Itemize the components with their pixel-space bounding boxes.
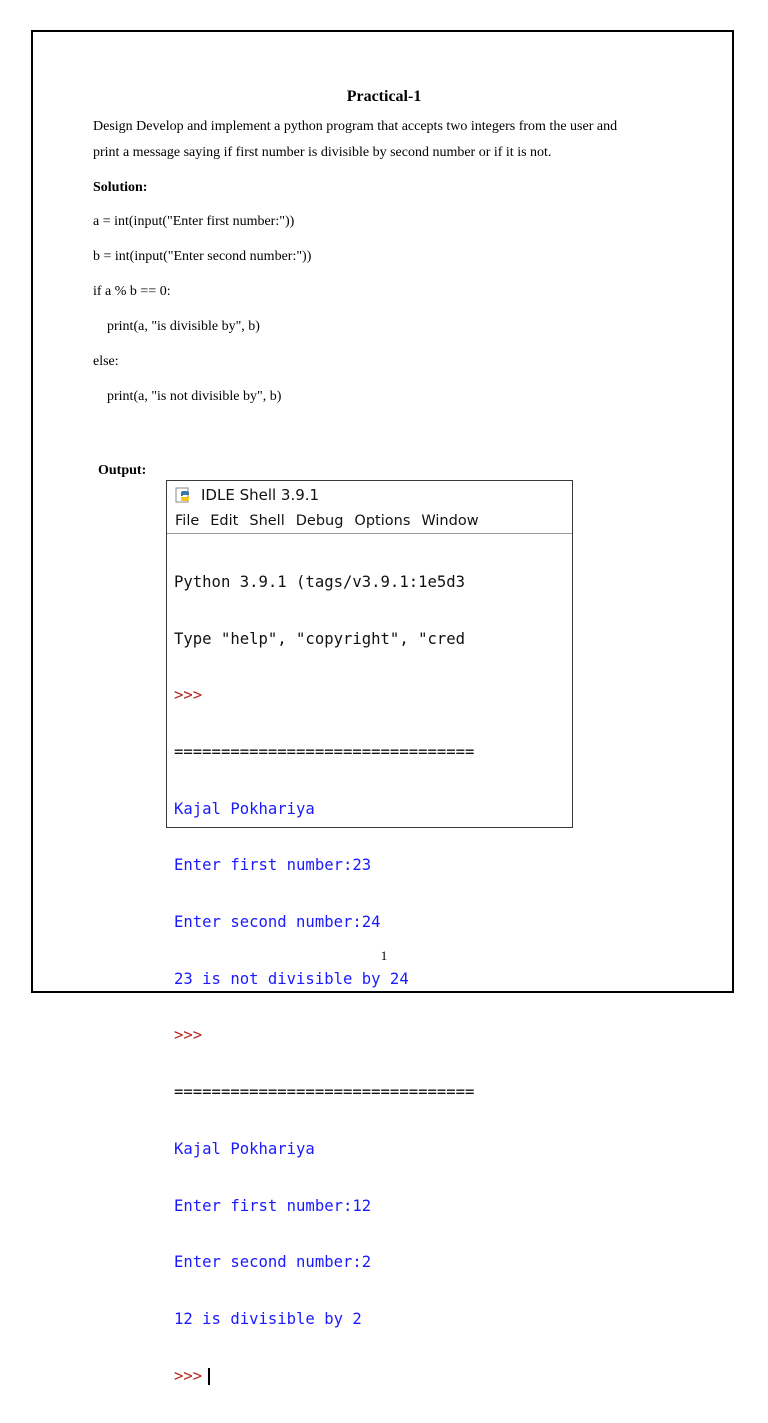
code-line: print(a, "is divisible by", b) — [93, 319, 260, 334]
shell-menubar — [167, 509, 572, 534]
document-title: Practical-1 — [346, 88, 422, 105]
shell-prompt: >>> — [174, 1026, 203, 1045]
shell-line: Type "help", "copyright", "cred — [174, 629, 466, 648]
shell-window-title: IDLE Shell 3.9.1 — [201, 486, 320, 504]
text-cursor — [208, 1368, 210, 1385]
shell-prompt: >>> — [174, 1366, 203, 1385]
shell-line: 12 is divisible by 2 — [174, 1309, 362, 1328]
menu-debug[interactable]: Debug — [295, 513, 344, 529]
shell-line: Kajal Pokhariya — [174, 1139, 315, 1158]
code-line: b = int(input("Enter second number:")) — [93, 249, 312, 264]
shell-line: Enter first number:12 — [174, 1196, 372, 1215]
shell-line: Enter first number:23 — [174, 856, 372, 875]
shell-line: Enter second number:24 — [174, 913, 381, 932]
code-line: else: — [93, 354, 119, 369]
menu-edit[interactable]: Edit — [210, 513, 239, 529]
shell-separator: ================================ — [174, 742, 475, 761]
idle-shell-screenshot — [166, 480, 573, 1385]
shell-line: Python 3.9.1 (tags/v3.9.1:1e5d3 — [174, 572, 466, 591]
menu-shell[interactable]: Shell — [249, 513, 285, 529]
code-line: if a % b == 0: — [93, 284, 171, 299]
shell-line: Enter second number:2 — [174, 1253, 372, 1272]
menu-window[interactable]: Window — [421, 513, 479, 529]
menu-options[interactable]: Options — [354, 513, 411, 529]
menu-file[interactable]: File — [175, 513, 200, 529]
shell-prompt: >>> — [174, 686, 203, 705]
shell-output[interactable] — [174, 535, 572, 1385]
code-line: print(a, "is not divisible by", b) — [93, 389, 282, 404]
shell-line: Kajal Pokhariya — [174, 799, 315, 818]
solution-label: Solution: — [93, 180, 148, 195]
description-line-1: Design Develop and implement a python program that accepts two integers from the user and — [93, 119, 618, 134]
shell-titlebar — [167, 481, 572, 509]
shell-line: 23 is not divisible by 24 — [174, 969, 409, 988]
output-label: Output: — [98, 463, 147, 478]
shell-separator: ================================ — [174, 1083, 475, 1102]
code-line: a = int(input("Enter first number:")) — [93, 214, 295, 229]
page-number: 1 — [380, 948, 388, 963]
description-line-2: print a message saying if first number is divisible by second number or if it is not. — [93, 145, 552, 160]
python-icon — [175, 486, 195, 504]
